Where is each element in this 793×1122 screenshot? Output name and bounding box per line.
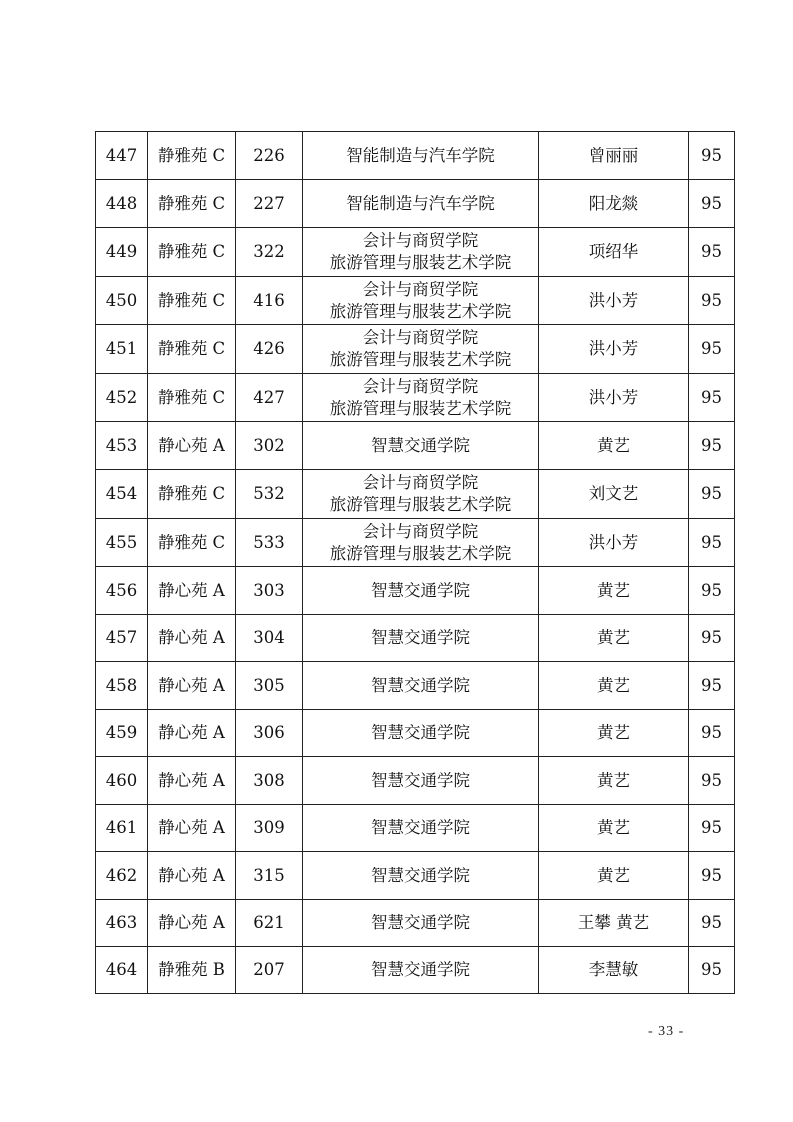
department-cell [303,519,539,567]
department-cell [303,277,539,325]
table-row [96,277,735,325]
score-cell: 95 [689,470,735,519]
row-number-cell: 447 [96,132,148,180]
department-cell [303,374,539,422]
table-row [96,567,735,615]
table-row [96,710,735,757]
score-cell: 95 [689,519,735,567]
room-cell: 226 [236,132,303,180]
row-number-cell: 453 [96,422,148,470]
table-row [96,228,735,277]
row-number-cell: 464 [96,947,148,994]
building-cell: 静心苑 A [148,422,236,470]
department-cell [303,947,539,994]
row-number-cell: 461 [96,805,148,852]
room-cell: 533 [236,519,303,567]
row-number-cell: 457 [96,615,148,662]
row-number-cell: 462 [96,852,148,900]
department-cell [303,325,539,374]
department-cell [303,852,539,900]
department-line: 智慧交通学院 [371,675,470,695]
score-cell: 95 [689,180,735,228]
row-number-cell: 450 [96,277,148,325]
department-line: 智慧交通学院 [371,865,470,885]
building-cell: 静雅苑 C [148,519,236,567]
room-cell: 416 [236,277,303,325]
score-cell: 95 [689,710,735,757]
room-cell: 303 [236,567,303,615]
department-line: 智能制造与汽车学院 [346,145,495,165]
room-cell: 305 [236,662,303,710]
department-cell [303,710,539,757]
room-cell: 207 [236,947,303,994]
department-cell [303,615,539,662]
table-row [96,470,735,519]
table-row [96,757,735,805]
room-cell: 532 [236,470,303,519]
row-number-cell: 459 [96,710,148,757]
score-cell: 95 [689,325,735,374]
table-row [96,325,735,374]
department-line: 旅游管理与服装艺术学院 [329,253,512,272]
building-cell: 静雅苑 C [148,374,236,422]
person-cell: 王攀 黄艺 [539,900,689,947]
person-cell: 曾丽丽 [539,132,689,180]
department-cell [303,567,539,615]
person-cell: 黄艺 [539,567,689,615]
score-cell: 95 [689,947,735,994]
building-cell: 静心苑 A [148,805,236,852]
room-cell: 227 [236,180,303,228]
person-cell: 李慧敏 [539,947,689,994]
person-cell: 黄艺 [539,757,689,805]
person-cell: 洪小芳 [539,325,689,374]
person-cell: 洪小芳 [539,519,689,567]
table-row [96,615,735,662]
table-row [96,662,735,710]
department-line: 智慧交通学院 [371,770,470,790]
table-row [96,852,735,900]
score-cell: 95 [689,228,735,277]
department-line: 旅游管理与服装艺术学院 [329,495,512,514]
row-number-cell: 455 [96,519,148,567]
building-cell: 静心苑 A [148,757,236,805]
room-cell: 322 [236,228,303,277]
score-cell: 95 [689,567,735,615]
row-number-cell: 449 [96,228,148,277]
department-line: 智慧交通学院 [371,435,470,455]
department-line: 智慧交通学院 [371,960,470,979]
table-row [96,947,735,994]
department-line: 会计与商贸学院 [362,376,479,396]
person-cell: 洪小芳 [539,374,689,422]
department-line: 旅游管理与服装艺术学院 [329,350,512,369]
table-row [96,805,735,852]
building-cell: 静雅苑 C [148,180,236,228]
department-line: 会计与商贸学院 [362,231,479,250]
department-line: 智慧交通学院 [371,628,470,647]
room-cell: 304 [236,615,303,662]
department-line: 会计与商贸学院 [362,473,479,492]
score-cell: 95 [689,852,735,900]
score-cell: 95 [689,132,735,180]
building-cell: 静雅苑 C [148,325,236,374]
department-cell [303,757,539,805]
building-cell: 静心苑 A [148,615,236,662]
row-number-cell: 452 [96,374,148,422]
room-cell: 302 [236,422,303,470]
department-cell [303,180,539,228]
score-cell: 95 [689,615,735,662]
table-row [96,422,735,470]
person-cell: 项绍华 [539,228,689,277]
person-cell: 黄艺 [539,710,689,757]
table-body [96,132,735,994]
department-cell [303,662,539,710]
room-cell: 427 [236,374,303,422]
room-cell: 621 [236,900,303,947]
room-cell: 308 [236,757,303,805]
table-row [96,900,735,947]
department-cell [303,805,539,852]
department-line: 旅游管理与服装艺术学院 [329,543,512,563]
building-cell: 静心苑 A [148,567,236,615]
building-cell: 静心苑 A [148,852,236,900]
row-number-cell: 463 [96,900,148,947]
building-cell: 静雅苑 B [148,947,236,994]
person-cell: 黄艺 [539,662,689,710]
building-cell: 静心苑 A [148,900,236,947]
department-line: 会计与商贸学院 [362,279,479,299]
department-cell [303,422,539,470]
department-cell [303,470,539,519]
table-row [96,374,735,422]
page-number: - 33 - [648,1024,685,1039]
row-number-cell: 458 [96,662,148,710]
department-cell [303,900,539,947]
table-row [96,132,735,180]
row-number-cell: 448 [96,180,148,228]
department-line: 旅游管理与服装艺术学院 [329,301,512,321]
person-cell: 黄艺 [539,422,689,470]
person-cell: 阳龙燚 [539,180,689,228]
department-line: 会计与商贸学院 [362,521,479,541]
room-cell: 306 [236,710,303,757]
score-cell: 95 [689,805,735,852]
department-line: 智慧交通学院 [371,913,470,932]
department-line: 智慧交通学院 [371,818,470,837]
score-cell: 95 [689,374,735,422]
table-row [96,180,735,228]
row-number-cell: 460 [96,757,148,805]
person-cell: 黄艺 [539,852,689,900]
department-line: 智能制造与汽车学院 [346,193,495,213]
room-cell: 426 [236,325,303,374]
building-cell: 静雅苑 C [148,277,236,325]
person-cell: 刘文艺 [539,470,689,519]
table-row [96,519,735,567]
score-cell: 95 [689,757,735,805]
department-cell [303,228,539,277]
building-cell: 静雅苑 C [148,470,236,519]
person-cell: 洪小芳 [539,277,689,325]
person-cell: 黄艺 [539,805,689,852]
department-line: 旅游管理与服装艺术学院 [329,398,512,418]
score-cell: 95 [689,422,735,470]
row-number-cell: 451 [96,325,148,374]
score-cell: 95 [689,900,735,947]
inspection-table [95,131,735,994]
score-cell: 95 [689,277,735,325]
room-cell: 309 [236,805,303,852]
department-line: 智慧交通学院 [371,580,470,600]
score-cell: 95 [689,662,735,710]
room-cell: 315 [236,852,303,900]
building-cell: 静雅苑 C [148,132,236,180]
building-cell: 静雅苑 C [148,228,236,277]
row-number-cell: 456 [96,567,148,615]
building-cell: 静心苑 A [148,662,236,710]
department-cell [303,132,539,180]
department-line: 智慧交通学院 [371,723,470,742]
building-cell: 静心苑 A [148,710,236,757]
person-cell: 黄艺 [539,615,689,662]
department-line: 会计与商贸学院 [362,328,479,347]
row-number-cell: 454 [96,470,148,519]
